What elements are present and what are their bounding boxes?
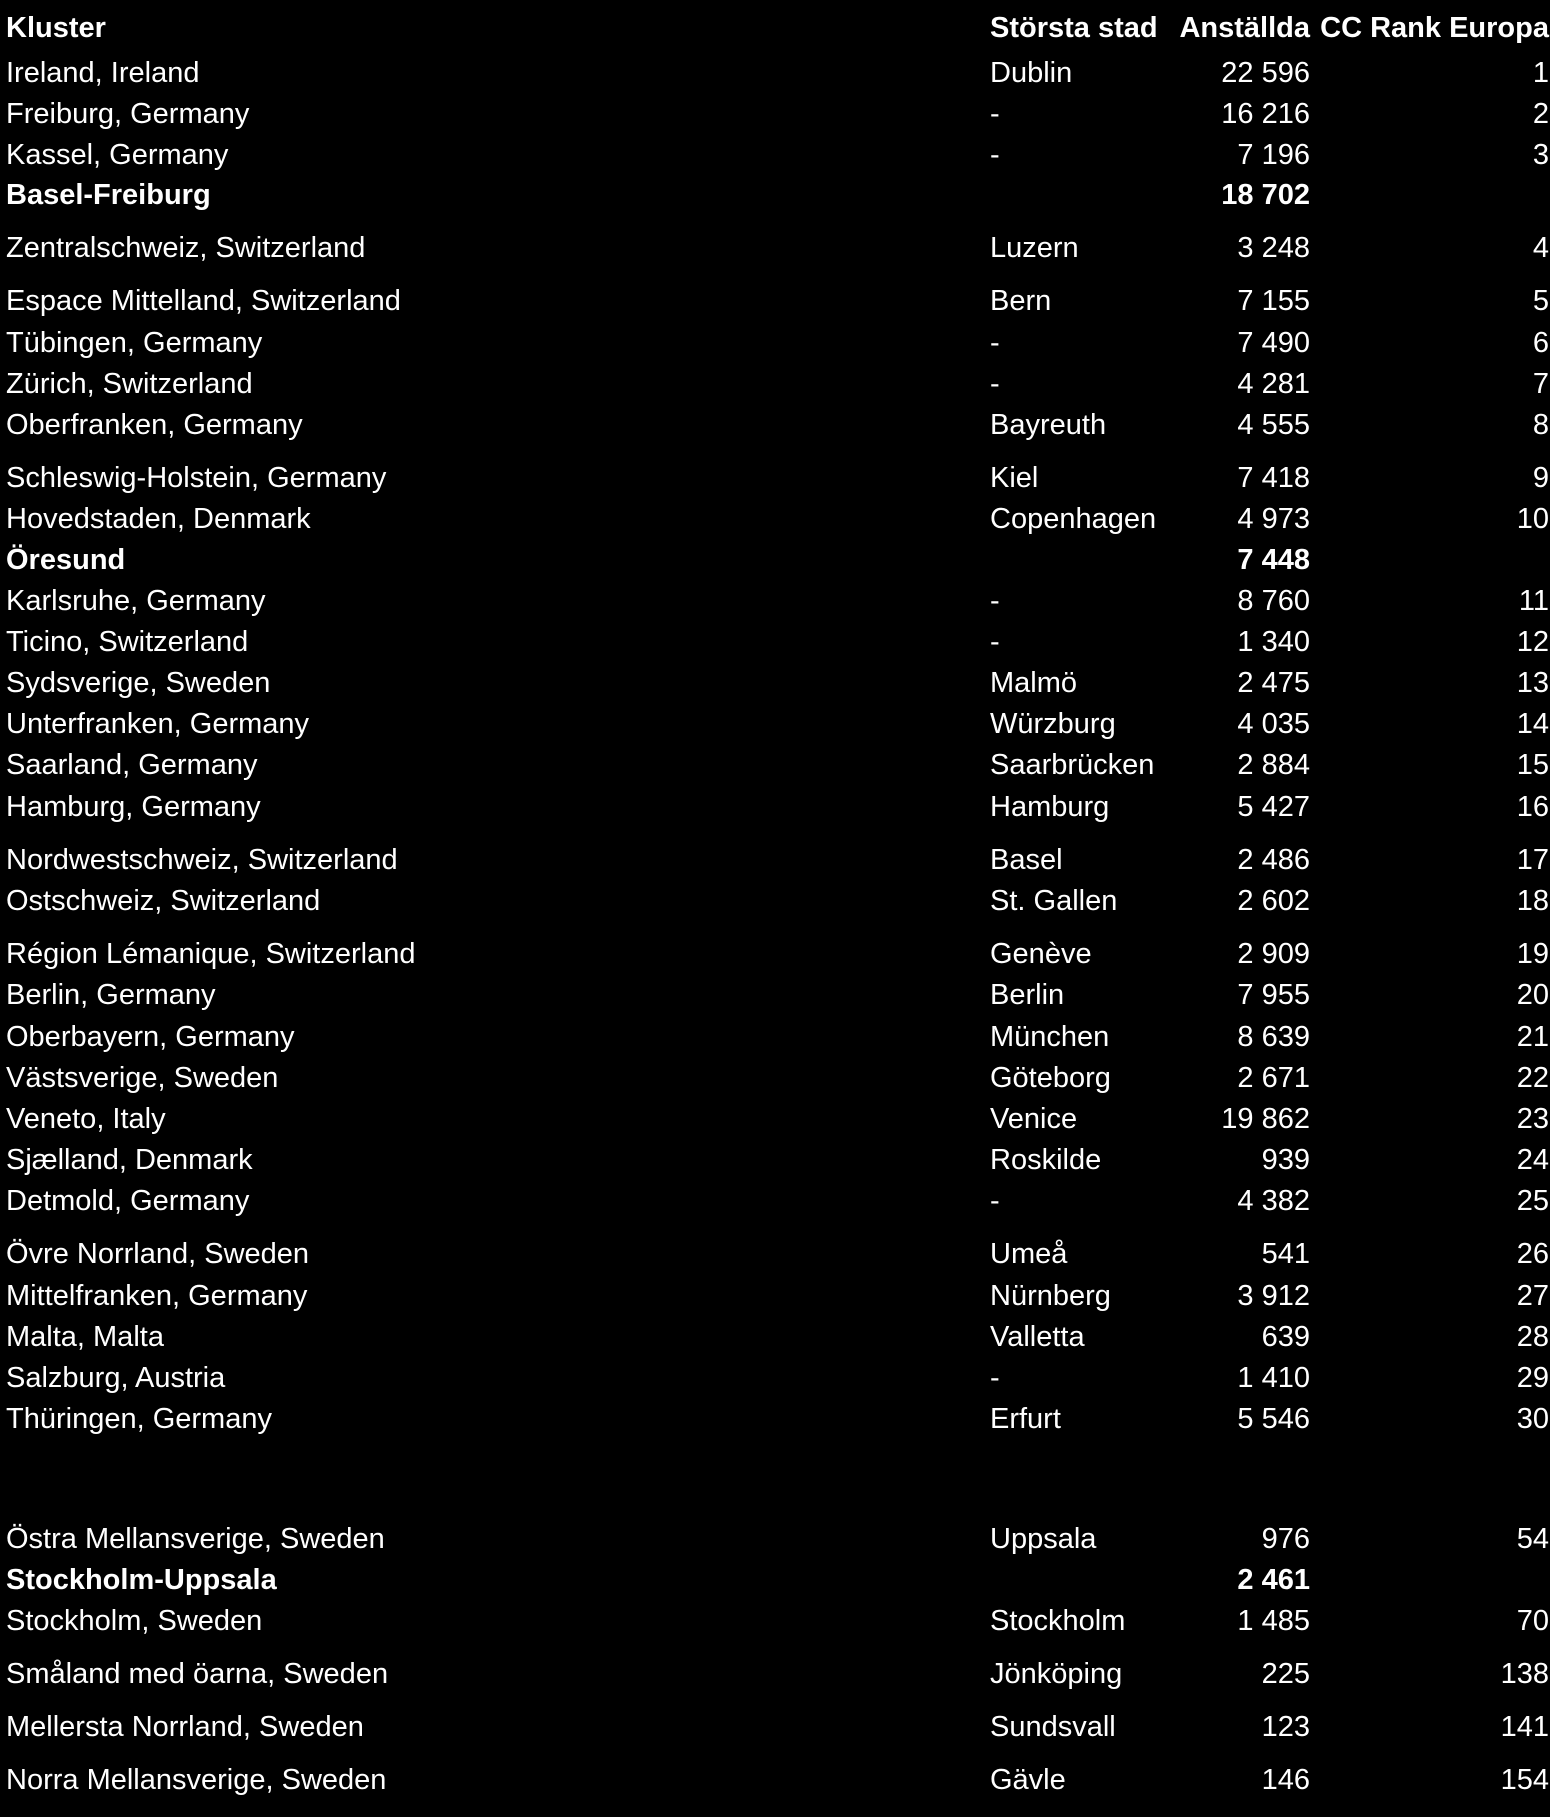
- cell-storsta-stad: Hamburg: [990, 791, 1110, 823]
- cell-storsta-stad: St. Gallen: [990, 885, 1118, 917]
- table-row: [0, 745, 1550, 786]
- cell-kluster: Unterfranken, Germany: [6, 708, 310, 740]
- cell-kluster: Stockholm, Sweden: [6, 1605, 263, 1637]
- cell-cc-rank: 20: [1516, 979, 1549, 1011]
- cell-storsta-stad: Berlin: [990, 979, 1065, 1011]
- cell-kluster: Ireland, Ireland: [6, 57, 200, 89]
- cell-anstallda: 8 760: [1237, 585, 1310, 617]
- table-row: [0, 881, 1550, 922]
- table-row: [0, 787, 1550, 828]
- cell-anstallda: 1 410: [1237, 1362, 1310, 1394]
- cell-kluster: Veneto, Italy: [6, 1103, 166, 1135]
- cell-kluster: Nordwestschweiz, Switzerland: [6, 844, 398, 876]
- cell-kluster: Saarland, Germany: [6, 749, 258, 781]
- cell-cc-rank: 154: [1500, 1764, 1549, 1796]
- cell-kluster: Småland med öarna, Sweden: [6, 1658, 389, 1690]
- cell-storsta-stad: Uppsala: [990, 1523, 1097, 1555]
- cell-kluster: Région Lémanique, Switzerland: [6, 938, 416, 970]
- cell-kluster: Hamburg, Germany: [6, 791, 261, 823]
- cell-storsta-stad: Roskilde: [990, 1144, 1102, 1176]
- table-row: [0, 94, 1550, 135]
- cell-storsta-stad: Luzern: [990, 232, 1079, 264]
- header-cc-rank: CC Rank Europa: [1320, 12, 1549, 44]
- cell-anstallda: 1 485: [1237, 1605, 1310, 1637]
- table-row: [0, 281, 1550, 322]
- cell-anstallda: 3 248: [1237, 232, 1310, 264]
- cell-storsta-stad: -: [990, 368, 1000, 400]
- cell-cc-rank: 141: [1500, 1711, 1549, 1743]
- table-row: [0, 135, 1550, 176]
- cell-storsta-stad: Basel: [990, 844, 1063, 876]
- table-row: [0, 1017, 1550, 1058]
- cell-cc-rank: [1320, 175, 1549, 216]
- cell-storsta-stad: Umeå: [990, 1238, 1068, 1270]
- cell-cc-rank: 54: [1516, 1523, 1549, 1555]
- cell-storsta-stad: Saarbrücken: [990, 749, 1155, 781]
- cell-anstallda: 2 461: [1237, 1564, 1310, 1596]
- table-row: [0, 622, 1550, 663]
- cell-kluster: Sydsverige, Sweden: [6, 667, 271, 699]
- cell-kluster: Zentralschweiz, Switzerland: [6, 232, 366, 264]
- cell-anstallda: 541: [1261, 1238, 1310, 1270]
- table-row: [0, 1654, 1550, 1695]
- cell-cc-rank: 1: [1532, 57, 1549, 89]
- cell-anstallda: 2 909: [1237, 938, 1310, 970]
- cell-kluster: Schleswig-Holstein, Germany: [6, 462, 387, 494]
- cell-anstallda: 146: [1261, 1764, 1310, 1796]
- cell-kluster: Östra Mellansverige, Sweden: [6, 1523, 385, 1555]
- cell-kluster: Karlsruhe, Germany: [6, 585, 266, 617]
- cell-cc-rank: 13: [1516, 667, 1549, 699]
- cell-kluster: Mellersta Norrland, Sweden: [6, 1711, 364, 1743]
- cell-cc-rank: 12: [1516, 626, 1549, 658]
- cell-anstallda: 976: [1261, 1523, 1310, 1555]
- table-row: [0, 663, 1550, 704]
- cell-cc-rank: 22: [1516, 1062, 1549, 1094]
- cell-anstallda: 16 216: [1221, 98, 1310, 130]
- cell-storsta-stad: Sundsvall: [990, 1711, 1116, 1743]
- cell-kluster: Thüringen, Germany: [6, 1403, 272, 1435]
- table-row: [0, 1181, 1550, 1222]
- cell-kluster: Zürich, Switzerland: [6, 368, 253, 400]
- cell-storsta-stad: Würzburg: [990, 708, 1116, 740]
- cell-storsta-stad: Stockholm: [990, 1605, 1126, 1637]
- header-anstallda: Anställda: [1179, 12, 1310, 44]
- cell-cc-rank: [1320, 540, 1549, 581]
- cell-anstallda: 4 973: [1237, 503, 1310, 535]
- cell-cc-rank: 10: [1516, 503, 1549, 535]
- cell-storsta-stad: -: [990, 327, 1000, 359]
- cell-cc-rank: 26: [1516, 1238, 1549, 1270]
- cell-kluster: Övre Norrland, Sweden: [6, 1238, 310, 1270]
- cell-storsta-stad: -: [990, 139, 1000, 171]
- table-row: [0, 1099, 1550, 1140]
- cell-kluster: Oberbayern, Germany: [6, 1021, 295, 1053]
- table-row: [0, 934, 1550, 975]
- cell-kluster: Kassel, Germany: [6, 139, 229, 171]
- cell-storsta-stad: Genève: [990, 938, 1092, 970]
- cell-anstallda: 7 448: [1237, 544, 1310, 576]
- cell-kluster: Tübingen, Germany: [6, 327, 263, 359]
- cell-cc-rank: 17: [1516, 844, 1549, 876]
- cell-cc-rank: 4: [1532, 232, 1549, 264]
- table-row: [0, 581, 1550, 622]
- cell-kluster: Västsverige, Sweden: [6, 1062, 279, 1094]
- cell-anstallda: 639: [1261, 1321, 1310, 1353]
- cell-anstallda: 2 486: [1237, 844, 1310, 876]
- cell-anstallda: 225: [1261, 1658, 1310, 1690]
- cell-storsta-stad: Jönköping: [990, 1658, 1123, 1690]
- cell-anstallda: 3 912: [1237, 1280, 1310, 1312]
- cell-cc-rank: 138: [1500, 1658, 1549, 1690]
- table-row: [0, 228, 1550, 269]
- cell-anstallda: 123: [1261, 1711, 1310, 1743]
- table-subtotal-row: [0, 175, 1550, 216]
- cell-kluster: Mittelfranken, Germany: [6, 1280, 308, 1312]
- table-row: [0, 405, 1550, 446]
- table-row: [0, 1519, 1550, 1560]
- cell-cc-rank: [1320, 1560, 1549, 1601]
- cell-cc-rank: 29: [1516, 1362, 1549, 1394]
- cell-anstallda: 1 340: [1237, 626, 1310, 658]
- cell-cc-rank: 23: [1516, 1103, 1549, 1135]
- table-subtotal-row: [0, 540, 1550, 581]
- cell-kluster: Basel-Freiburg: [6, 179, 211, 211]
- cell-anstallda: 7 196: [1237, 139, 1310, 171]
- cell-storsta-stad: Bayreuth: [990, 409, 1107, 441]
- cell-cc-rank: 8: [1532, 409, 1549, 441]
- cell-anstallda: 2 671: [1237, 1062, 1310, 1094]
- cell-cc-rank: 27: [1516, 1280, 1549, 1312]
- cell-cc-rank: 9: [1532, 462, 1549, 494]
- cell-cc-rank: 70: [1516, 1605, 1549, 1637]
- cell-cc-rank: 2: [1532, 98, 1549, 130]
- cell-cc-rank: 21: [1516, 1021, 1549, 1053]
- cell-anstallda: 22 596: [1221, 57, 1310, 89]
- cell-storsta-stad: Kiel: [990, 462, 1039, 494]
- table-row: [0, 1058, 1550, 1099]
- cell-storsta-stad: Malmö: [990, 667, 1078, 699]
- cell-anstallda: 5 427: [1237, 791, 1310, 823]
- cell-storsta-stad: Copenhagen: [990, 503, 1157, 535]
- table-row: [0, 840, 1550, 881]
- cell-anstallda: 2 475: [1237, 667, 1310, 699]
- table-row: [0, 499, 1550, 540]
- cell-kluster: Freiburg, Germany: [6, 98, 250, 130]
- cell-storsta-stad: -: [990, 585, 1000, 617]
- table-row: [0, 1399, 1550, 1440]
- cell-storsta-stad: Venice: [990, 1103, 1078, 1135]
- cell-storsta-stad: -: [990, 1185, 1000, 1217]
- table-row: [0, 1317, 1550, 1358]
- header-kluster: Kluster: [6, 12, 106, 44]
- table-row: [0, 458, 1550, 499]
- cell-anstallda: 4 382: [1237, 1185, 1310, 1217]
- cell-anstallda: 939: [1261, 1144, 1310, 1176]
- cell-anstallda: 7 955: [1237, 979, 1310, 1011]
- header-storsta-stad: Största stad: [990, 12, 1158, 44]
- cell-storsta-stad: Gävle: [990, 1764, 1066, 1796]
- cell-kluster: Hovedstaden, Denmark: [6, 503, 311, 535]
- cell-storsta-stad: -: [990, 626, 1000, 658]
- cell-cc-rank: 18: [1516, 885, 1549, 917]
- cell-cc-rank: 11: [1518, 585, 1549, 617]
- cell-kluster: Espace Mittelland, Switzerland: [6, 285, 401, 317]
- cell-kluster: Norra Mellansverige, Sweden: [6, 1764, 387, 1796]
- table-row: [0, 1601, 1550, 1642]
- cell-kluster: Ostschweiz, Switzerland: [6, 885, 321, 917]
- table-row: [0, 1234, 1550, 1275]
- table-row: [0, 1707, 1550, 1748]
- table-row: [0, 1760, 1550, 1801]
- cell-anstallda: 19 862: [1221, 1103, 1310, 1135]
- table-row: [0, 1358, 1550, 1399]
- cell-kluster: Ticino, Switzerland: [6, 626, 249, 658]
- table-row: [0, 364, 1550, 405]
- cell-cc-rank: 5: [1532, 285, 1549, 317]
- cell-kluster: Berlin, Germany: [6, 979, 216, 1011]
- table-row: [0, 53, 1550, 94]
- table-row: [0, 1140, 1550, 1181]
- table-header: [0, 8, 1550, 49]
- cell-storsta-stad: Dublin: [990, 57, 1073, 89]
- cell-cc-rank: 28: [1516, 1321, 1549, 1353]
- cell-anstallda: 4 281: [1237, 368, 1310, 400]
- cell-cc-rank: 14: [1516, 708, 1549, 740]
- cell-cc-rank: 24: [1516, 1144, 1549, 1176]
- cell-cc-rank: 3: [1532, 139, 1549, 171]
- cell-kluster: Sjælland, Denmark: [6, 1144, 253, 1176]
- cell-kluster: Stockholm-Uppsala: [6, 1564, 277, 1596]
- cell-storsta-stad: Göteborg: [990, 1062, 1111, 1094]
- cell-storsta-stad: -: [990, 1362, 1000, 1394]
- cell-storsta-stad: Erfurt: [990, 1403, 1061, 1435]
- table-row: [0, 323, 1550, 364]
- table-row: [0, 975, 1550, 1016]
- cell-anstallda: 18 702: [1221, 179, 1310, 211]
- table-row: [0, 1276, 1550, 1317]
- cell-anstallda: 2 602: [1237, 885, 1310, 917]
- cell-cc-rank: 30: [1516, 1403, 1549, 1435]
- table-row: [0, 704, 1550, 745]
- cell-storsta-stad: Nürnberg: [990, 1280, 1111, 1312]
- cell-storsta-stad: -: [990, 98, 1000, 130]
- cell-anstallda: 4 035: [1237, 708, 1310, 740]
- cell-anstallda: 7 418: [1237, 462, 1310, 494]
- cell-anstallda: 7 490: [1237, 327, 1310, 359]
- cell-kluster: Öresund: [6, 544, 126, 576]
- cell-storsta-stad: Bern: [990, 285, 1052, 317]
- cell-kluster: Detmold, Germany: [6, 1185, 250, 1217]
- cell-anstallda: 5 546: [1237, 1403, 1310, 1435]
- cell-cc-rank: 15: [1516, 749, 1549, 781]
- cell-anstallda: 7 155: [1237, 285, 1310, 317]
- cell-storsta-stad: München: [990, 1021, 1110, 1053]
- cell-cc-rank: 6: [1532, 327, 1549, 359]
- cell-cc-rank: 7: [1532, 368, 1549, 400]
- cell-storsta-stad: Valletta: [990, 1321, 1085, 1353]
- cell-cc-rank: 25: [1516, 1185, 1549, 1217]
- cell-anstallda: 8 639: [1237, 1021, 1310, 1053]
- cell-kluster: Oberfranken, Germany: [6, 409, 303, 441]
- cell-anstallda: 2 884: [1237, 749, 1310, 781]
- cell-cc-rank: 19: [1516, 938, 1549, 970]
- table-subtotal-row: [0, 1560, 1550, 1601]
- cell-kluster: Malta, Malta: [6, 1321, 164, 1353]
- cell-kluster: Salzburg, Austria: [6, 1362, 226, 1394]
- cell-anstallda: 4 555: [1237, 409, 1310, 441]
- cell-cc-rank: 16: [1516, 791, 1549, 823]
